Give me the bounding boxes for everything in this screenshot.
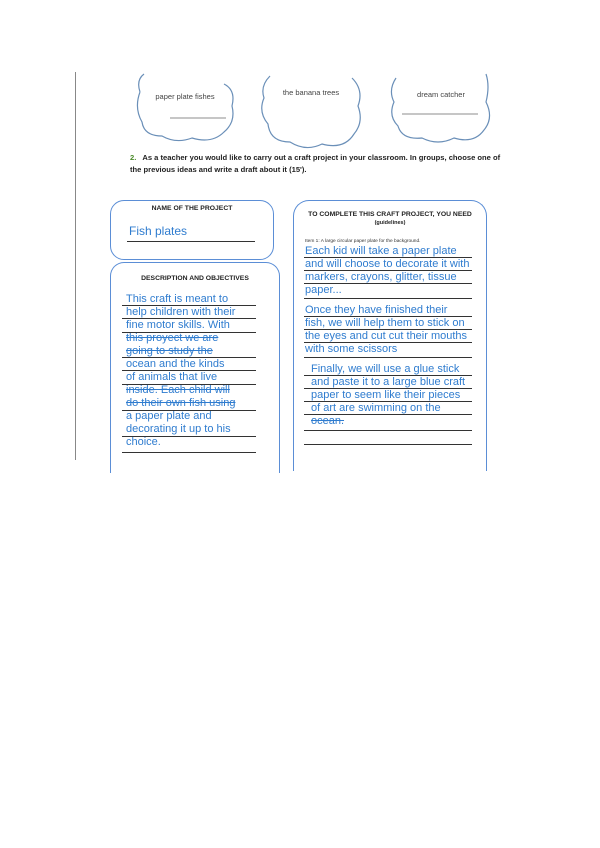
cloud-shape xyxy=(386,72,496,146)
guide-line: paper to seem like their pieces xyxy=(311,389,461,401)
desc-line: ocean and the kinds xyxy=(126,358,225,370)
cloud-label: the banana trees xyxy=(282,88,340,97)
guidelines-subtitle: (guidelines) xyxy=(374,220,406,226)
idea-cloud-2 xyxy=(256,72,366,152)
rule xyxy=(122,452,256,453)
desc-line: fine motor skills. With xyxy=(126,319,230,331)
cloud-label: paper plate fishes xyxy=(155,92,215,101)
cloud-shape xyxy=(132,72,238,144)
page-margin-line xyxy=(75,72,76,460)
rule xyxy=(304,430,472,431)
desc-line: decorating it up to his xyxy=(126,423,231,435)
guide-line: markers, crayons, glitter, tissue xyxy=(305,271,457,283)
desc-line: do their own fish using xyxy=(126,397,236,409)
guide-line: Once they have finished their xyxy=(305,304,448,316)
guide-line: and will choose to decorate it with xyxy=(305,258,470,270)
desc-line: help children with their xyxy=(126,306,236,318)
answer-line xyxy=(127,241,255,242)
guideline-item-1: Item 1: A large circular paper plate for the background. xyxy=(305,239,421,244)
question-number: 2. xyxy=(130,153,137,162)
project-name-box xyxy=(110,200,274,260)
guidelines-title: TO COMPLETE THIS CRAFT PROJECT, YOU NEED xyxy=(308,211,472,218)
guide-line: with some scissors xyxy=(305,343,398,355)
guide-line: Each kid will take a paper plate xyxy=(305,245,457,257)
rule xyxy=(304,444,472,445)
guide-line: Finally, we will use a glue stick xyxy=(311,363,460,375)
cloud-label: dream catcher xyxy=(417,90,465,99)
idea-cloud-3 xyxy=(386,72,496,146)
idea-cloud-1 xyxy=(132,72,238,144)
guide-line: the eyes and cut cut their mouths xyxy=(305,330,468,342)
project-name-title: NAME OF THE PROJECT xyxy=(151,205,233,212)
desc-line: this proyect we are xyxy=(126,332,219,344)
desc-line: a paper plate and xyxy=(126,410,212,422)
cloud-shape xyxy=(256,72,366,152)
desc-line: This craft is meant to xyxy=(126,293,229,305)
guide-line: ocean. xyxy=(311,415,345,427)
desc-line: inside. Each child will xyxy=(126,384,230,396)
guide-line: and paste it to a large blue craft xyxy=(311,376,466,388)
desc-line: choice. xyxy=(126,436,161,448)
description-title: DESCRIPTION AND OBJECTIVES xyxy=(141,275,249,282)
desc-line: going to study the xyxy=(126,345,213,357)
rule xyxy=(304,357,472,358)
project-name-answer: Fish plates xyxy=(129,224,188,238)
guide-line: of art are swimming on the xyxy=(311,402,441,414)
guide-line: paper... xyxy=(305,284,342,296)
guide-line: fish, we will help them to stick on xyxy=(305,317,465,329)
desc-line: of animals that live xyxy=(126,371,218,383)
rule xyxy=(304,298,472,299)
question-text: As a teacher you would like to carry out a craft project in your classroom. In groups, choose one of the previous ideas and write a draft about it (15'). xyxy=(130,153,501,174)
question-2 xyxy=(130,152,510,176)
